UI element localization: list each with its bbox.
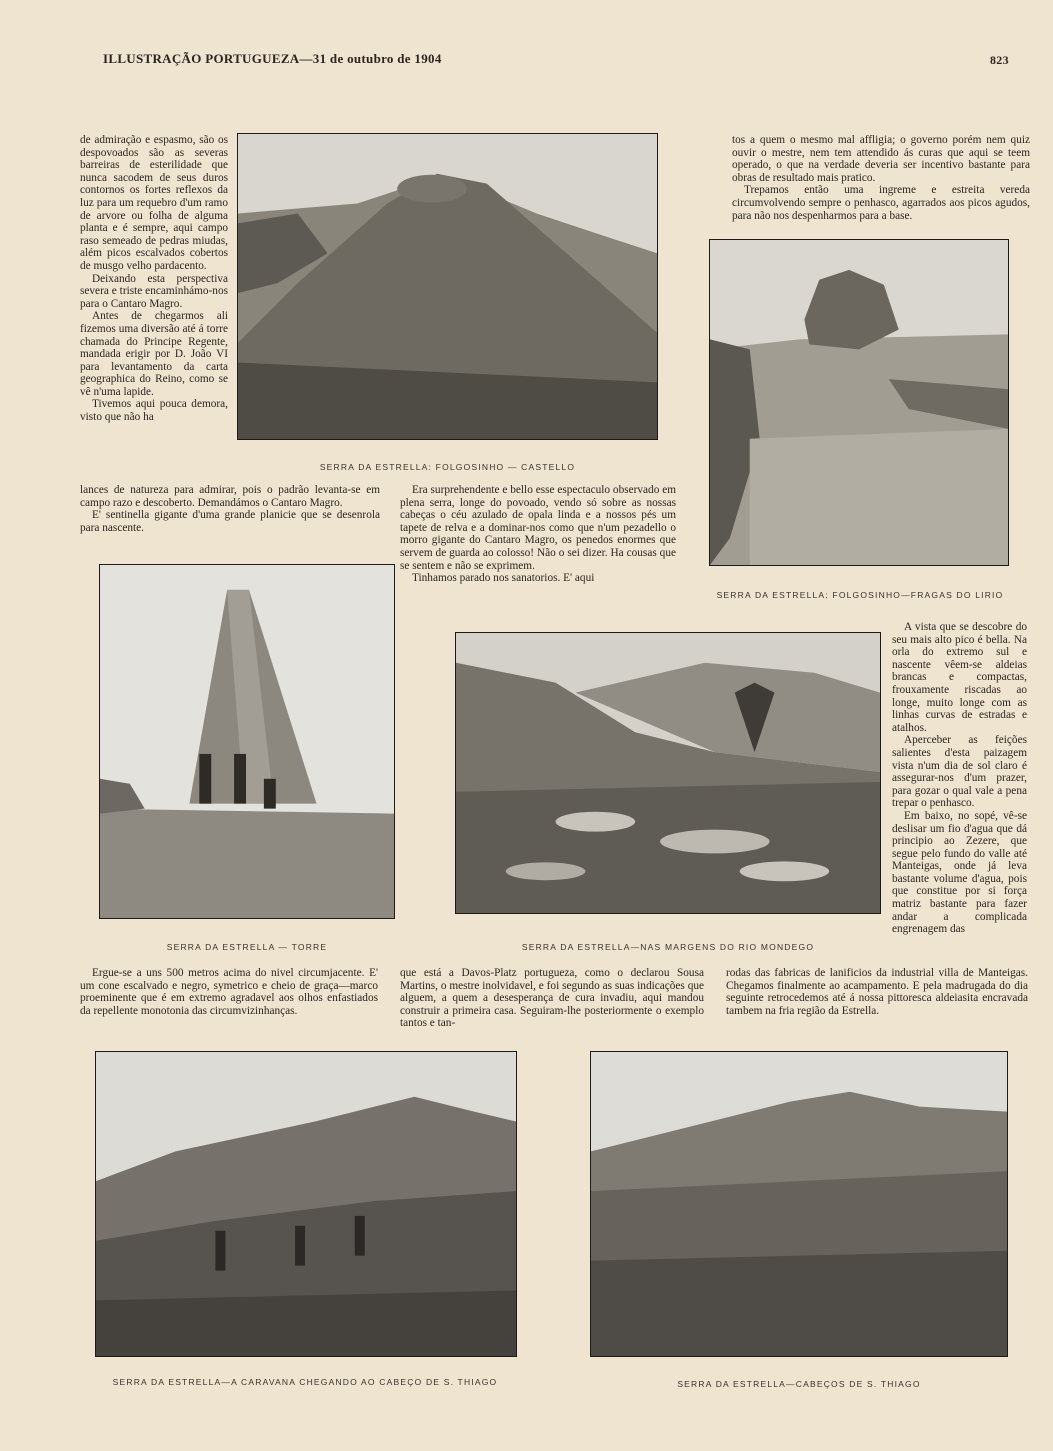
- page-number: 823: [990, 53, 1009, 67]
- paragraph: Tivemos aqui pouca demora, visto que não ha: [80, 398, 228, 424]
- paragraph: Tinhamos parado nos sanatorios. E' aqui: [412, 572, 595, 585]
- text-col3-right: [892, 621, 1027, 936]
- paragraph: Em baixo, no sopé, vê-se deslisar um fio d'agua que dá principio ao Zezere, que segue pelo fundo do valle até Manteigas, onde já leva bastante volume d'agua, pois que constitue por si força matriz bastante para fazer andar a complicada engrenagem das: [892, 809, 1027, 936]
- photo-rio-mondego: [455, 632, 881, 914]
- running-header: ILLUSTRAÇÃO PORTUGUEZA—31 de outubro de 1904: [103, 51, 442, 66]
- paragraph: Trepamos então uma ingreme e estreita vereda circumvolvendo sempre o penhasco, agarrados aos picos agudos, para não nos despenharmos para a base.: [732, 184, 1030, 222]
- caption-castello: SERRA DA ESTRELLA: FOLGOSINHO — CASTELLO: [319, 462, 576, 472]
- photo-cabecos: [590, 1051, 1008, 1357]
- photo-fragas-do-lirio: [709, 239, 1009, 566]
- paragraph: A vista que se descobre do seu mais alto pico é bella. Na orla do extremo sul e nascente vêem-se aldeias brancas e compactas, frouxamente riscadas ao longe, muito longe com as linhas curvas de estradas e atalhos.: [892, 621, 1027, 734]
- paragraph: de admiração e espasmo, são os despovoados são as severas barreiras de esterilidade que nunca sacodem de seus duros contornos os fortes reflexos da luz para um requebro d'um ramo de arvore ou folha de alguma planta e é sempre, aqui campo raso semeado de pedras miudas, além picos escalvados cobertos de musgo velho pardacento.: [80, 134, 228, 272]
- photo-caravana: [95, 1051, 517, 1357]
- paragraph: Deixando esta perspectiva severa e triste encaminhámo-nos para o Cantaro Magro.: [80, 272, 228, 310]
- caption-cabecos: SERRA DA ESTRELLA—CABEÇOS DE S. THIAGO: [677, 1379, 921, 1389]
- paragraph: que está a Davos-Platz portugueza, como o declarou Sousa Martins, o mestre inolvidavel, e foi segundo as suas indicações que alguem, a quem a desesperança de cura invadiu, aqui mandou construir a primeira casa. Seguiram-lhe posteriormente o exemplo tantos e tan-: [400, 967, 704, 1030]
- text-col2-mid: [400, 484, 676, 585]
- photo-folgosinho-castello: [237, 133, 658, 440]
- paragraph: rodas das fabricas de lanificios da industrial villa de Manteigas. Chegamos finalmente ao acampamento. E pela madrugada do dia seguinte retrocedemos até á nossa pittoresca aldeiasita encravada tambem na fria região da Estrella.: [726, 967, 1028, 1017]
- text-bottom-col1: [80, 967, 378, 1017]
- text-col3-top: [732, 134, 1030, 222]
- text-col1-wide: [80, 484, 380, 534]
- paragraph: Era surprehendente e bello esse espectaculo observado em plena serra, longe do povoado, vendo só sobre as nossas cabeças o céu azulado de opala linda e a nossos pés um tapete de relva e a dominar-nos como que n'um pezadello o morro gigante do Cantaro Magro, os penedos enormes que servem de guarda ao colosso! Não o sei dizer. Ha cousas que se sentem e não se exprimem.: [400, 484, 676, 572]
- paragraph: lances de natureza para admirar, pois o padrão levanta-se em campo razo e descoberto. Demandámos o Cantaro Magro.: [80, 484, 380, 509]
- paragraph: Antes de chegarmos ali fizemos uma diversão até á torre chamada do Principe Regente, mandada erigir por D. João VI para levantamento da carta geographica do Reino, como se vê n'uma lapide.: [80, 310, 228, 398]
- photo-torre: [99, 564, 395, 919]
- caption-mondego: SERRA DA ESTRELLA—NAS MARGENS DO RIO MONDEGO: [521, 942, 815, 952]
- paragraph: tos a quem o mesmo mal affligia; o governo porém nem quiz ouvir o mestre, nem tem attendido ás curas que aqui se teem operado, o que na verdade deveria ser incentivo bastante para obras de resultado mais pratico.: [732, 134, 1030, 184]
- text-bottom-col2: [400, 967, 704, 1030]
- text-col1-top: [80, 134, 228, 424]
- caption-torre: SERRA DA ESTRELLA — TORRE: [166, 942, 328, 952]
- caption-caravana: SERRA DA ESTRELLA—A CARAVANA CHEGANDO AO CABEÇO DE S. THIAGO: [112, 1377, 498, 1387]
- paragraph: Aperceber as feições salientes d'esta paizagem vista n'um dia de sol claro é assegurar-nos d'um prazer, para gozar o qual vale a pena trepar o penhasco.: [892, 734, 1027, 810]
- caption-fragas: SERRA DA ESTRELLA: FOLGOSINHO—FRAGAS DO LIRIO: [716, 590, 1004, 600]
- text-bottom-col3: [726, 967, 1028, 1017]
- paragraph: Ergue-se a uns 500 metros acima do nivel circumjacente. E' um cone escalvado e negro, symetrico e cheio de graça—marco proeminente que é em extremo agradavel aos olhos enfastiados da repellente monotonia das circumvizinhanças.: [80, 967, 378, 1017]
- paragraph: E' sentinella gigante d'uma grande planicie que se desenrola para nascente.: [80, 509, 380, 534]
